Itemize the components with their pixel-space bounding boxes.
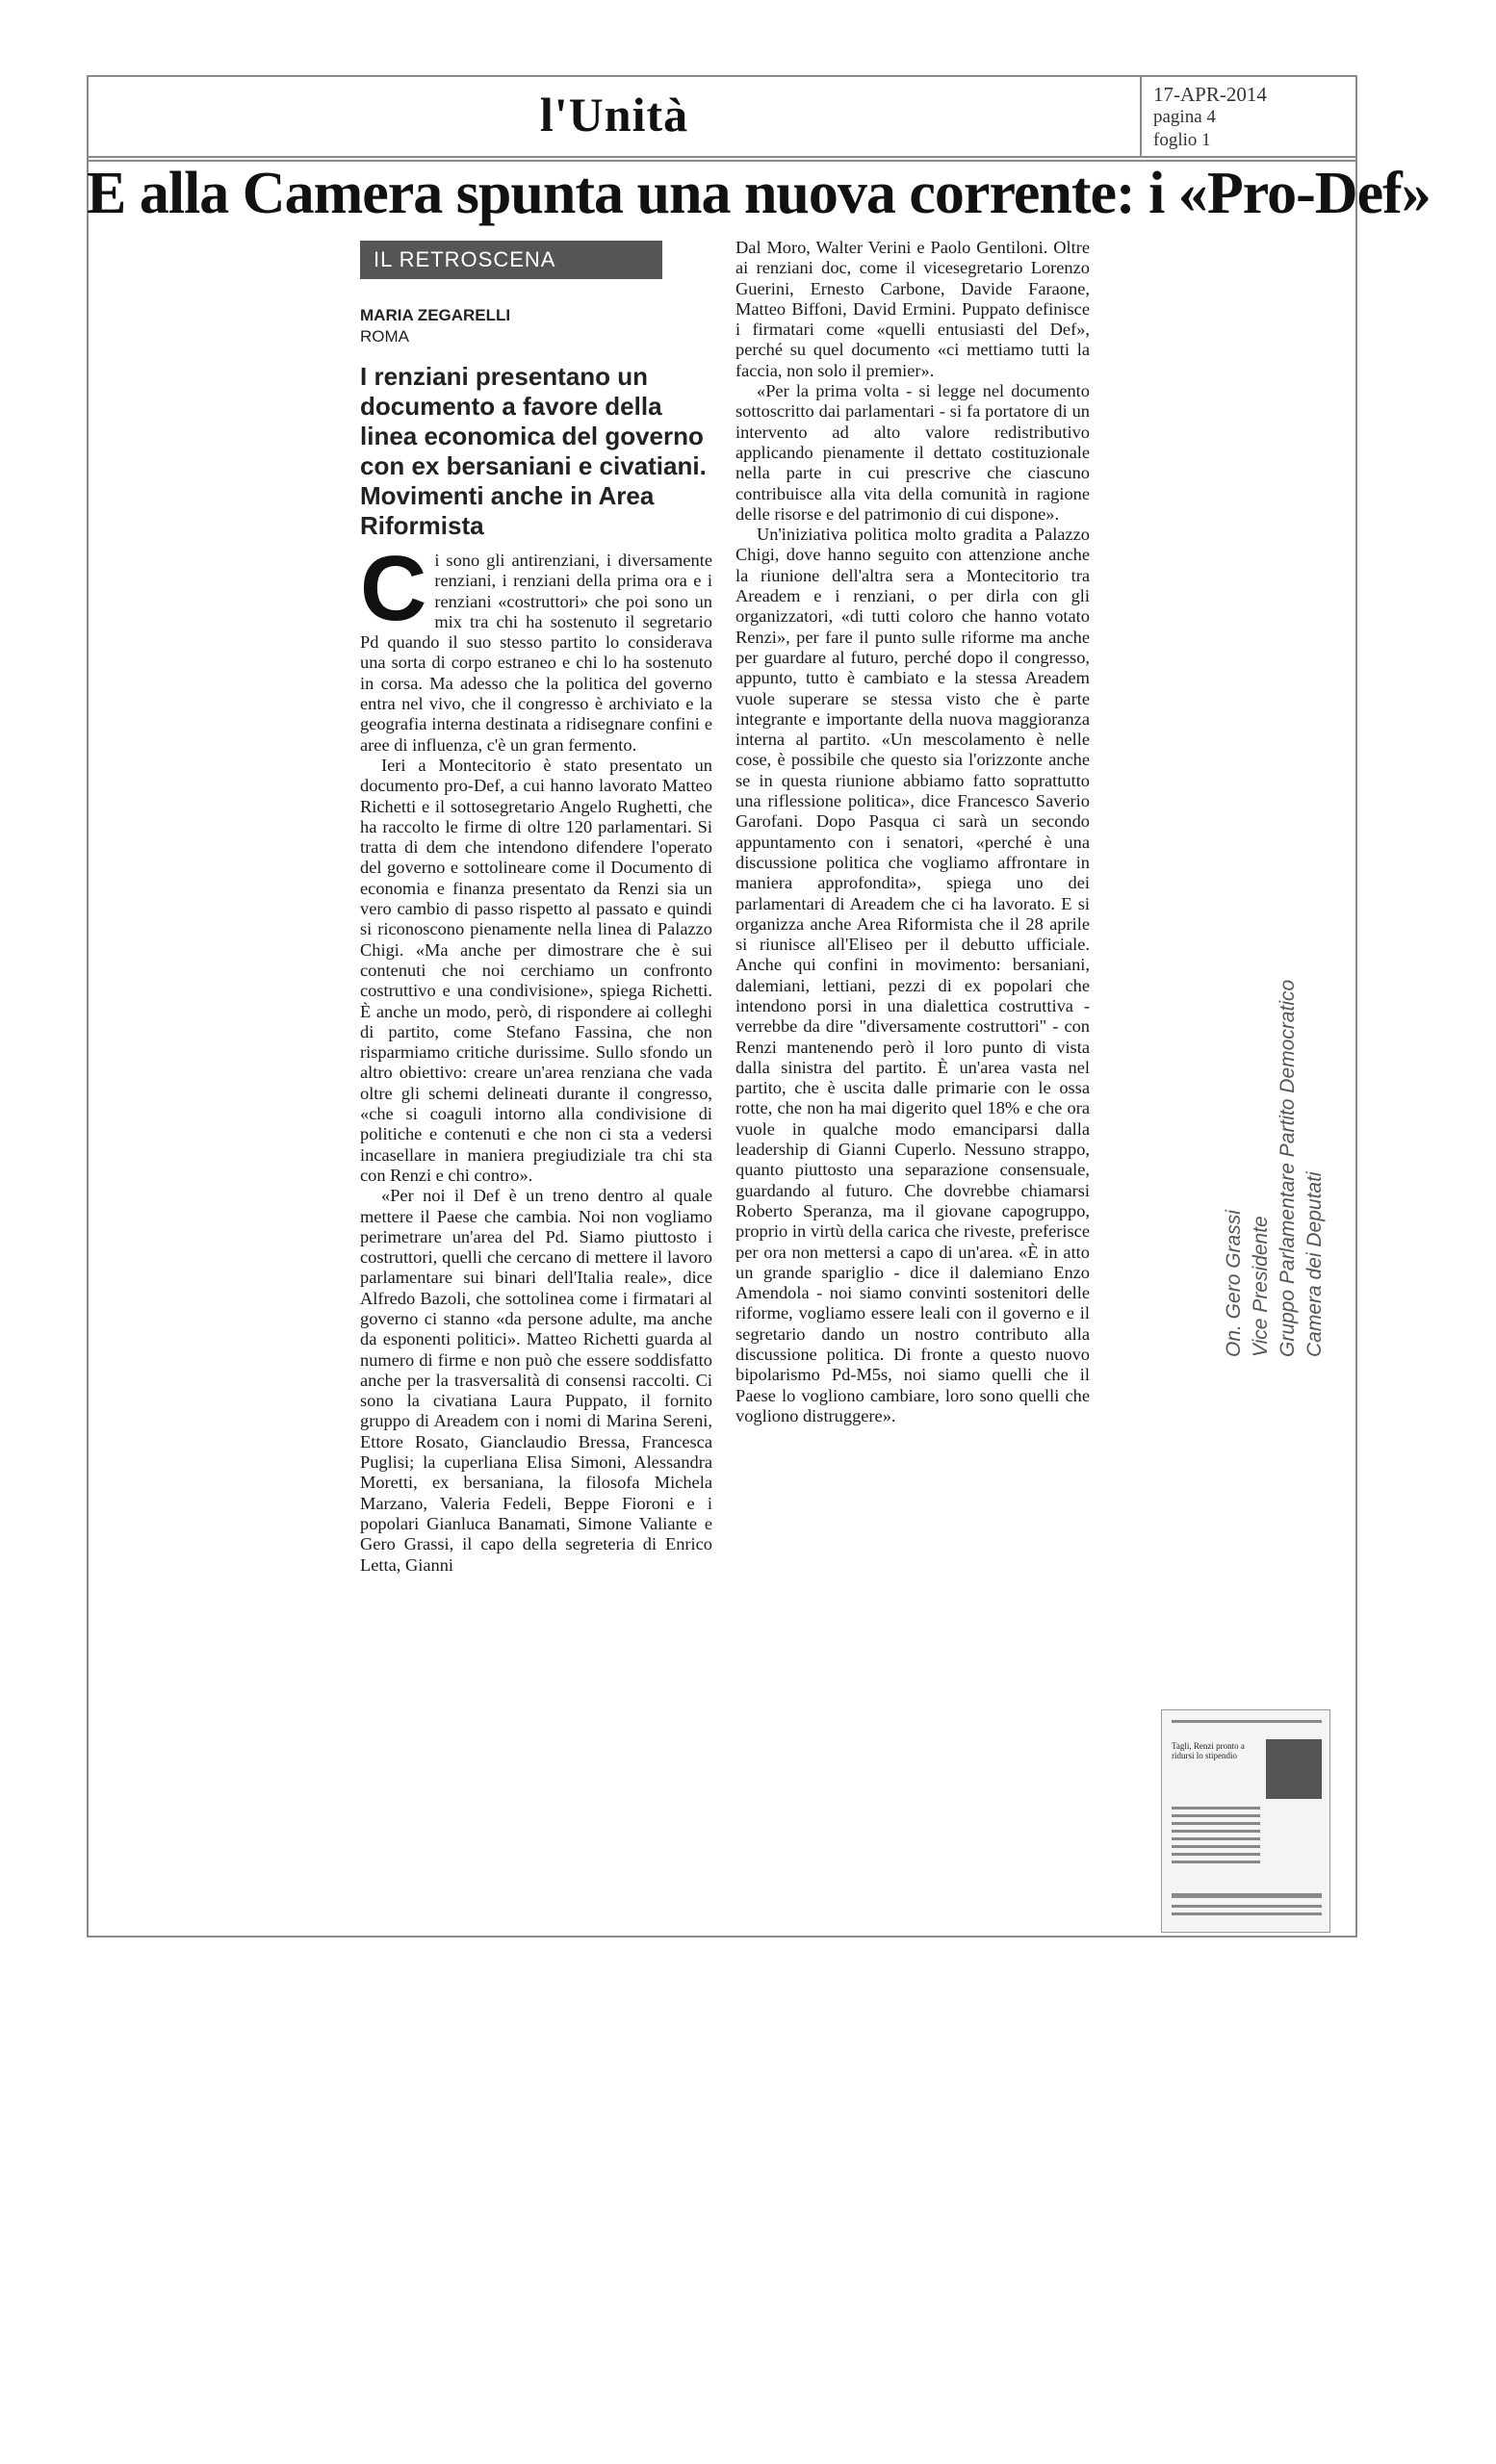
thumbnail-text bbox=[1172, 1807, 1260, 1810]
thumbnail-text bbox=[1172, 1905, 1322, 1908]
stamp-line: On. Gero Grassi bbox=[1223, 1210, 1245, 1357]
thumbnail-photo bbox=[1266, 1739, 1322, 1799]
paragraph: i sono gli antirenziani, i diversamente renziani, i renziani della prima ora e i renziani «costruttori» che poi sono un mix tra chi ha sostenuto il segretario Pd quando il suo stesso partito lo considerava una sorta di corpo estraneo e chi lo ha sostenuto in corsa. Ma adesso che la politica del governo entra nel vivo, che il congresso è archiviato e la geografia interna destinata a ridisegnare confini e aree di influenza, c'è un gran fermento. bbox=[360, 551, 712, 755]
thumbnail-title: Tagli, Renzi pronto a ridursi lo stipendio bbox=[1172, 1741, 1245, 1760]
page-thumbnail bbox=[1161, 1709, 1330, 1933]
section-kicker: IL RETROSCENA bbox=[360, 241, 662, 279]
clipping-page: pagina 4 bbox=[1153, 107, 1216, 127]
thumbnail-text bbox=[1172, 1814, 1260, 1817]
thumbnail-text bbox=[1172, 1837, 1260, 1840]
thumbnail-headline bbox=[1172, 1893, 1322, 1898]
article-column-2 bbox=[735, 238, 1090, 1426]
paragraph: Un'iniziativa politica molto gradita a Palazzo Chigi, dove hanno seguito con attenzione anche la riunione dell'altra sera a Montecitorio tra Areadem e i renziani, o per dirla con gli organizzatori, «di tutti coloro che hanno votato Renzi», per fare il punto sulle riforme ma anche per guardare al futuro, perché dopo il congresso, appunto, tutto è cambiato e la stessa Areadem vuole superare se stessa visto che è parte integrante e importante della nuova maggioranza interna al partito. «Un mescolamento è nelle cose, è possibile che questo sia l'orizzonte anche se in questa riunione abbiamo fatto soprattutto una riflessione politica», dice Francesco Saverio Garofani. Dopo Pasqua ci sarà un secondo appuntamento con i senatori, «perché è una discussione politica che vogliamo affrontare in maniera approfondita», spiega uno dei parlamentari di Areadem che ci ha lavorato. E si organizza anche Area Riformista che il 28 aprile si riunisce all'Eliseo per il debutto ufficiale. Anche qui confini in movimento: bersaniani, dalemiani, lettiani, pezzi di ex popolari che intendono porsi in una dialettica costruttiva - verrebbe da dire "diversamente costruttori" - con Renzi mantenendo però il loro punto di vista dalla sinistra del partito. È un'area vasta nel partito, che è uscita dalle primarie con le ossa rotte, che non ha mai digerito quel 18% e che ora vuole in qualche modo emanciparsi dalla leadership di Gianni Cuperlo. Nessuno strappo, quanto piuttosto una separazione consensuale, guardando al futuro. Che dovrebbe chiamarsi Roberto Speranza, ma il giovane capogruppo, proprio in virtù della carica che riveste, preferisce per ora non mettersi a capo di un'area. «È in atto un grande spariglio - dice il dalemiano Enzo Amendola - noi siamo convinti sostenitori delle riforme, vogliamo essere leali con il governo e il segretario dando un nostro contributo alla discussione politica. Di fronte a questo nuovo bipolarismo Pd-M5s, noi siamo quelli che il Paese lo vogliono cambiare, loro sono quelli che vogliono distruggere». bbox=[735, 525, 1090, 1425]
thumbnail-text bbox=[1172, 1861, 1260, 1863]
masthead-box bbox=[87, 75, 1140, 158]
clipping-sheet: foglio 1 bbox=[1153, 130, 1211, 150]
thumbnail-rule bbox=[1172, 1720, 1322, 1723]
newspaper-masthead: l'Unità bbox=[539, 88, 689, 141]
thumbnail-text bbox=[1172, 1853, 1260, 1856]
article-deck: I renziani presentano un documento a favore della linea economica del governo con ex bersaniani e civatiani. Movimenti anche in Area Riformista bbox=[360, 362, 707, 540]
stamp-line: Vice Presidente bbox=[1250, 1216, 1272, 1357]
stamp-line: Gruppo Parlamentare Partito Democratico bbox=[1277, 979, 1299, 1357]
thumbnail-text bbox=[1172, 1830, 1260, 1833]
article-headline: E alla Camera spunta una nuova corrente: i «Pro-Def» bbox=[87, 161, 1431, 226]
author-name: MARIA ZEGARELLI bbox=[360, 306, 511, 324]
paragraph: Dal Moro, Walter Verini e Paolo Gentiloni. Oltre ai renziani doc, come il vicesegretario Lorenzo Guerini, Ernesto Carbone, Davide Faraone, Matteo Biffoni, David Ermini. Puppato definisce i firmatari come «quelli entusiasti del Def», perché su quel documento «ci mettiamo tutti la faccia, non solo il premier». bbox=[735, 238, 1090, 380]
deputy-stamp bbox=[1221, 980, 1328, 1357]
thumbnail-text bbox=[1172, 1822, 1260, 1825]
paragraph: «Per noi il Def è un treno dentro al quale mettere il Paese che cambia. Noi non vogliamo perimetrare un'area del Pd. Siamo piuttosto i costruttori, quelli che cercano di mettere il lavoro parlamentare sui binari dell'Italia reale», dice Alfredo Bazoli, che sottolinea come i firmatari al governo ci stanno «da persone adulte, ma anche da esponenti politici». Matteo Richetti guarda al numero di firme e non può che essere soddisfatto anche per la trasversalità di consensi raccolti. Ci sono la civatiana Laura Puppato, il fornito gruppo di Areadem con i nomi di Marina Sereni, Ettore Rosato, Gianclaudio Bressa, Francesca Puglisi; la cuperliana Elisa Simoni, Alessandra Moretti, ex bersaniana, la filosofa Michela Marzano, Valeria Fedeli, Beppe Fioroni e i popolari Gianluca Banamati, Simone Valiante e Gero Grassi, il capo della segreteria di Enrico Letta, Gianni bbox=[360, 1186, 712, 1575]
paragraph: «Per la prima volta - si legge nel documento sottoscritto dai parlamentari - si fa portatore di un intervento ad alto valore redistributivo applicando pienamente il dettato costituzionale nella parte in cui prescrive che ciascuno contribuisce alla vita della comunità in ragione delle risorse e del patrimonio di cui dispone». bbox=[735, 381, 1090, 524]
article-column-1 bbox=[360, 537, 712, 1576]
dateline-place: ROMA bbox=[360, 327, 409, 346]
paragraph: Ieri a Montecitorio è stato presentato un documento pro-Def, a cui hanno lavorato Matteo Richetti e il sottosegretario Angelo Rughetti, che ha raccolto le firme di oltre 120 parlamentari. Si tratta di dem che intendono difendere l'operato del governo e sottolineare come il Documento di economia e finanza presentato da Renzi sia un vero cambio di passo rispetto al passato e quindi si riconoscono pienamente nella linea di Palazzo Chigi. «Ma anche per dimostrare che è sui contenuti che noi cerchiamo un confronto costruttivo e una condivisione», spiega Richetti. È anche un modo, però, di rispondere ai colleghi di partito, come Stefano Fassina, che non risparmiamo critiche durissime. Sullo sfondo un altro obiettivo: creare un'area renziana che vada oltre gli schemi delineati durante il congresso, «che si coaguli intorno alla condivisione di politiche e contenuti e che non ci sta a vedersi incasellare in maniera pregiudiziale tra chi sta con Renzi e chi contro». bbox=[360, 755, 712, 1185]
stamp-line: Camera dei Deputati bbox=[1303, 1171, 1326, 1357]
clipping-meta bbox=[1140, 75, 1357, 158]
thumbnail-text bbox=[1172, 1912, 1322, 1915]
clipping-date: 17-APR-2014 bbox=[1153, 83, 1267, 106]
page-frame bbox=[87, 75, 1431, 1938]
drop-cap: C bbox=[360, 537, 427, 640]
thumbnail-text bbox=[1172, 1845, 1260, 1848]
